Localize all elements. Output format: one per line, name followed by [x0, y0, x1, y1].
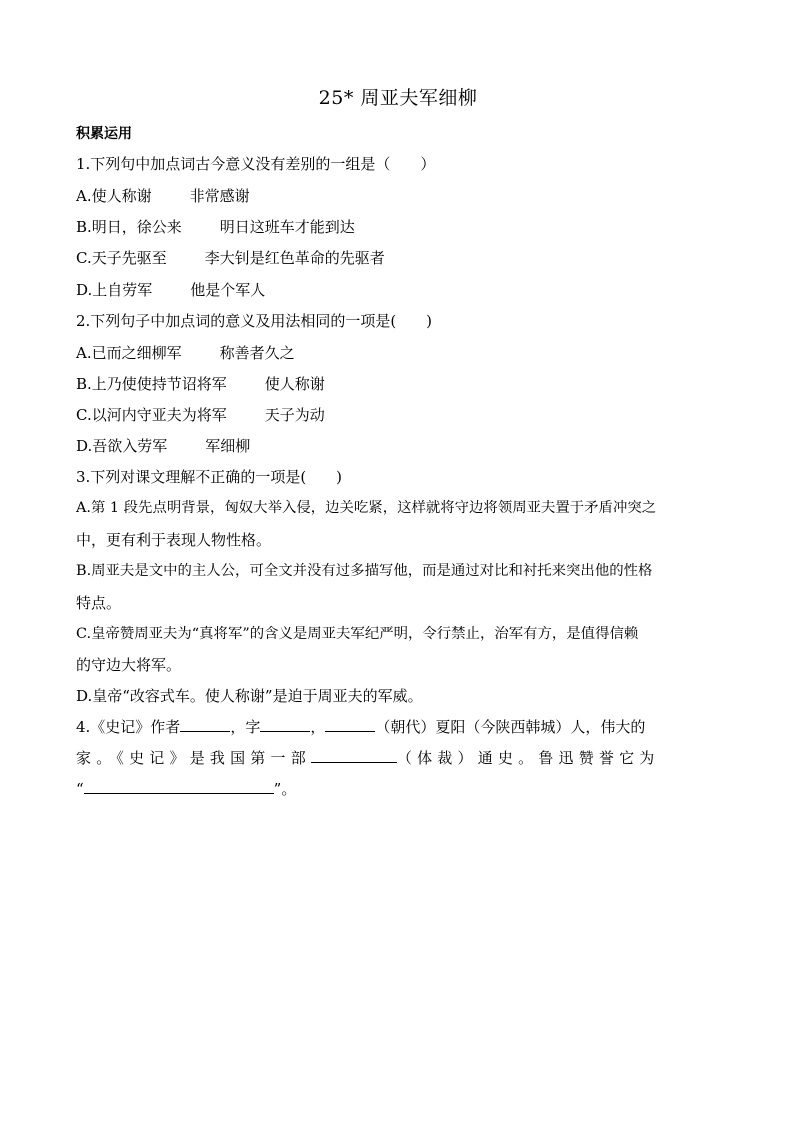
question-1-option-c	[76, 248, 720, 268]
option-text: C.天子先驱至	[76, 249, 167, 267]
option-text: 非常感谢	[189, 187, 250, 205]
q4-text: “	[76, 780, 84, 798]
option-text: D.上自劳军	[76, 281, 153, 299]
question-2-close: )	[426, 312, 433, 330]
question-3-option-b-line2: 特点。	[76, 594, 122, 612]
option-text: D.吾欲入劳军	[76, 437, 168, 455]
option-text: C.以河内守亚夫为将军	[76, 406, 227, 424]
question-1-stem	[76, 154, 720, 174]
option-text: A.使人称谢	[76, 187, 152, 205]
option-text: 称善者久之	[219, 344, 295, 362]
question-4-line2	[76, 748, 720, 768]
q4-text: （体裁）通史。鲁迅赞誉它为	[396, 749, 660, 767]
question-1-close: ）	[420, 155, 436, 173]
q4-text: ，字	[230, 718, 261, 736]
question-2-stem	[76, 311, 720, 331]
question-2-option-d	[76, 436, 720, 456]
question-2-option-c	[76, 405, 720, 425]
question-3-text: 3.下列对课文理解不正确的一项是(	[76, 468, 307, 486]
question-4-line3	[76, 779, 720, 799]
question-3-option-b-line1: B.周亚夫是文中的主人公，可全文并没有过多描写他，而是通过对比和衬托来突出他的性格	[76, 563, 653, 579]
q4-text: 4.《史记》作者	[76, 718, 181, 736]
praise-blank[interactable]	[84, 779, 274, 794]
option-text: 李大钊是红色革命的先驱者	[204, 249, 385, 267]
question-2-text: 2.下列句子中加点词的意义及用法相同的一项是(	[76, 312, 397, 330]
section-heading: 积累运用	[76, 126, 132, 142]
question-3-close: )	[336, 468, 343, 486]
option-text: 使人称谢	[264, 375, 325, 393]
question-3-option-c-line1: C.皇帝赞周亚夫为“真将军”的含义是周亚夫军纪严明，令行禁止，治军有方，是值得信赖	[76, 626, 639, 642]
option-text: B.明日，徐公来	[76, 218, 182, 236]
question-3-stem	[76, 467, 720, 487]
option-text: 天子为动	[264, 406, 325, 424]
question-3-option-a-line1: A.第 1 段先点明背景，匈奴大举入侵，边关吃紧，这样就将守边将领周亚夫置于矛盾冲突之	[76, 500, 657, 516]
q4-text: ，	[310, 718, 326, 736]
courtesy-name-blank[interactable]	[260, 717, 310, 732]
q4-text: （朝代）夏阳（今陕西韩城）人，伟大的	[375, 718, 646, 736]
author-blank[interactable]	[180, 717, 230, 732]
question-3-option-d-line1: D.皇帝“改容式车。使人称谢”是迫于周亚夫的军威。	[76, 687, 423, 705]
question-3-option-a-line2: 中，更有利于表现人物性格。	[76, 531, 272, 549]
question-1-option-b	[76, 217, 720, 237]
question-1-option-d	[76, 280, 720, 300]
genre-blank[interactable]	[311, 748, 397, 763]
question-2-option-b	[76, 374, 720, 394]
question-3-option-c-line2: 的守边大将军。	[76, 656, 182, 674]
dynasty-blank[interactable]	[325, 717, 375, 732]
question-1-text: 1.下列句中加点词古今意义没有差别的一组是（	[76, 155, 391, 173]
page-title: 25* 周亚夫军细柳	[318, 87, 478, 109]
option-text: 明日这班车才能到达	[219, 218, 355, 236]
question-2-option-a	[76, 343, 720, 363]
question-4-line1	[76, 717, 720, 737]
q4-text: ”。	[273, 780, 297, 798]
question-1-option-a	[76, 186, 720, 206]
option-text: 他是个军人	[190, 281, 266, 299]
q4-text: 家。《史记》是我国第一部	[76, 749, 311, 767]
option-text: A.已而之细柳军	[76, 344, 182, 362]
option-text: 军细柳	[205, 437, 251, 455]
option-text: B.上乃使使持节诏将军	[76, 375, 227, 393]
